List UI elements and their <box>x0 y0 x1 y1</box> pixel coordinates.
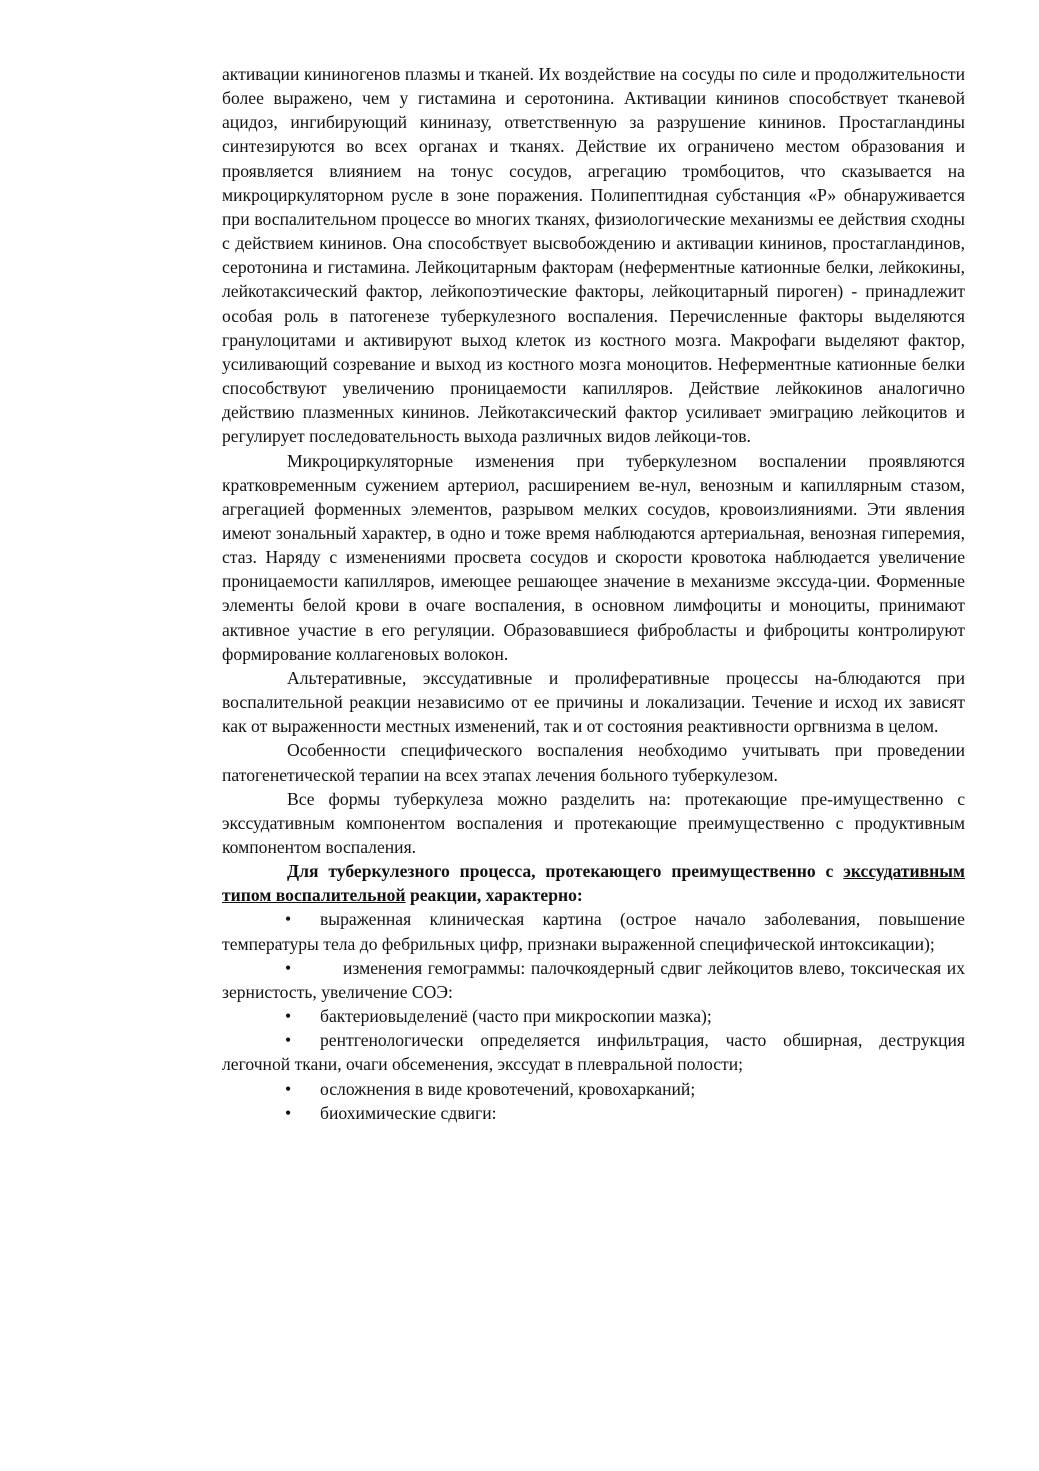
list-item <box>222 1077 965 1101</box>
list-item-text: осложнения в виде кровотечений, кровохарканий; <box>320 1078 696 1099</box>
list-item-text: биохимические сдвиги: <box>320 1102 497 1123</box>
list-item <box>222 1101 965 1125</box>
bullet-icon: • <box>285 1102 292 1123</box>
heading-underlined: экссудативным типом воспалительной <box>222 861 965 906</box>
list-item-text: выраженная клиническая картина (острое начало заболевания, повышение температуры тела до фебрильных цифр, признаки выраженной специфической интоксикации); <box>222 909 965 954</box>
bullet-icon: • <box>285 1030 292 1051</box>
bullet-icon: • <box>285 957 292 978</box>
heading-part-1: Для туберкулезного процесса, протекающего преимущественно с <box>287 861 844 882</box>
bullet-icon: • <box>285 1078 292 1099</box>
paragraph-3: Альтеративные, экссудативные и пролиферативные процессы на-блюдаются при воспалительной реакции независимо от ее причины и локализации. Течение и исход их зависят как от выраженности местных изменений, так и от состояния реактивности оргвнизма в целом. <box>222 667 965 737</box>
list-item-text: изменения гемограммы: палочкоядерный сдвиг лейкоцитов влево, токсическая их зернистость, увеличение СОЭ: <box>222 957 965 1002</box>
list-item <box>222 1004 965 1028</box>
bullet-icon: • <box>285 909 292 930</box>
list-item <box>222 907 965 955</box>
document-page <box>222 62 965 1125</box>
paragraph-1: активации кининогенов плазмы и тканей. Их воздействие на сосуды по силе и продолжительности более выражено, чем у гистамина и серотонина. Активации кининов способствует тканевой ацидоз, ингибирующий кининазу, ответственную за разрушение кининов. Простагландины синтезируются во всех органах и тканях. Действие их ограничено местом образования и проявляется влиянием на тонус сосудов, агрегацию тромбоцитов, что сказывается на микроциркуляторном русле в зоне поражения. Полипептидная субстанция «Р» обнаруживается при воспалительном процессе во многих тканях, физиологические механизмы ее действия сходны с действием кининов. Она способствует высвобождению и активации кининов, простагландинов, серотонина и гистамина. Лейкоцитарным факторам (неферментные катионные белки, лейкокины, лейкотаксический фактор, лейкопоэтические факторы, лейкоцитарный пироген) - принадлежит особая роль в патогенезе туберкулезного воспаления. Перечисленные факторы выделяются гранулоцитами и активируют выход клеток из костного мозга. Макрофаги выделяют фактор, усиливающий созревание и выход из костного мозга моноцитов. Неферментные катионные белки способствуют увеличению проницаемости капилляров. Действие лейкокинов аналогично действию плазменных кининов. Лейкотаксический фактор усиливает эмиграцию лейкоцитов и регулирует последовательность выхода различных видов лейкоци-тов. <box>222 64 965 447</box>
list-item <box>222 1028 965 1076</box>
paragraph-2: Микроциркуляторные изменения при туберкулезном воспалении проявляются кратковременным сужением артериол, расширением ве-нул, венозным и капиллярным стазом, агрегацией форменных элементов, разрывом мелких сосудов, кровоизлияниями. Эти явления имеют зональный характер, в одно и тоже время наблюдаются артериальная, венозная гиперемия, стаз. Наряду с изменениями просвета сосудов и скорости кровотока наблюдается увеличение проницаемости капилляров, имеющее решающее значение в механизме экссуда-ции. Форменные элементы белой крови в очаге воспаления, в основном лимфоциты и моноциты, принимают активное участие в его регуляции. Образовавшиеся фибробласты и фиброциты контролируют формирование коллагеновых волокон. <box>222 450 965 664</box>
list-item-text: рентгенологически определяется инфильтрация, часто обширная, деструкция легочной ткани, очаги обсеменения, экссудат в плевральной полости; <box>222 1030 965 1075</box>
list-item-text: бактериовыделениё (часто при микроскопии мазка); <box>320 1006 712 1027</box>
list-item <box>222 956 965 1004</box>
section-heading <box>222 859 965 907</box>
paragraph-4: Особенности специфического воспаления необходимо учитывать при проведении патогенетической терапии на всех этапах лечения больного туберкулезом. <box>222 740 965 785</box>
bullet-icon: • <box>285 1006 292 1027</box>
paragraph-5: Все формы туберкулеза можно разделить на: протекающие пре-имущественно с экссудативным компонентом воспаления и протекающие преимущественно с продуктивным компонентом воспаления. <box>222 788 965 857</box>
heading-part-3: реакции, характерно: <box>405 885 583 906</box>
